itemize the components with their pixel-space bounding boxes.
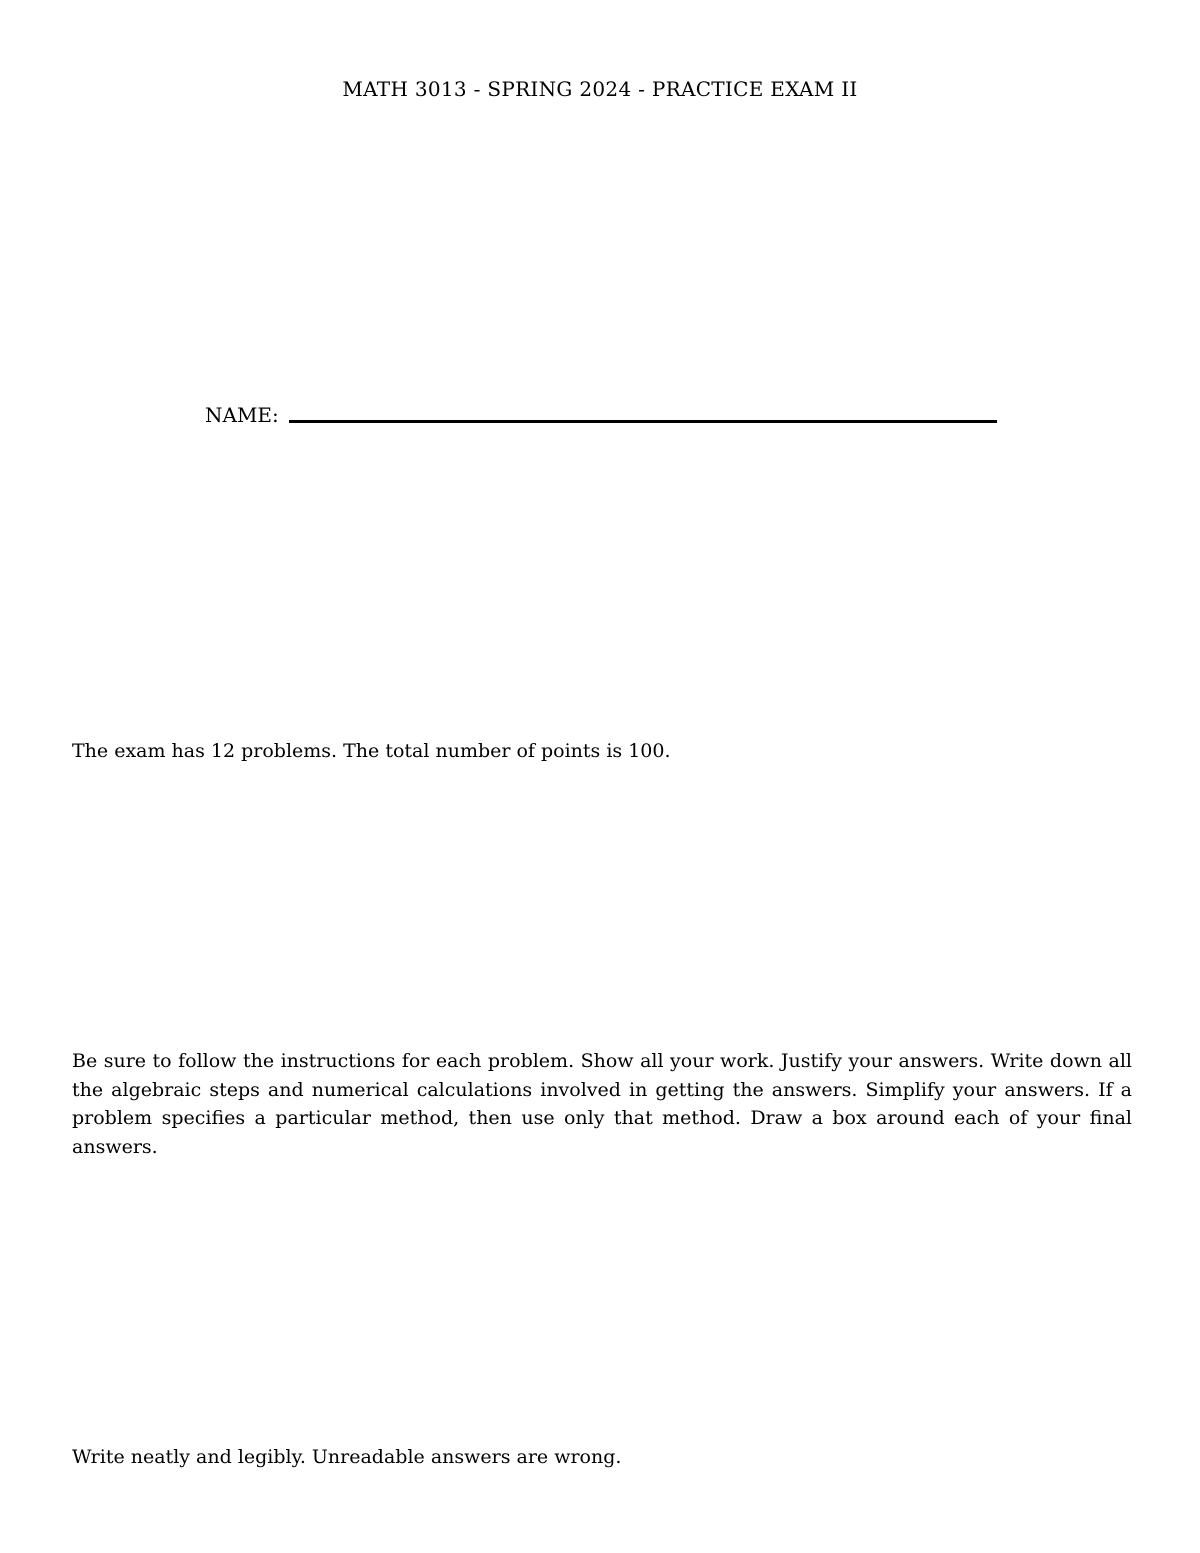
name-field-row bbox=[205, 402, 1005, 430]
legibility-note: Write neatly and legibly. Unreadable answers are wrong. bbox=[72, 1446, 622, 1468]
name-label: NAME: bbox=[205, 403, 279, 427]
exam-title: MATH 3013 - SPRING 2024 - PRACTICE EXAM II bbox=[342, 77, 858, 101]
exam-info-text: The exam has 12 problems. The total number of points is 100. bbox=[72, 740, 671, 762]
instructions-paragraph: Be sure to follow the instructions for each problem. Show all your work. Justify your answers. Write down all the algebraic steps and numerical calculations involved in getting the answers. Simplify your answers. If a problem specifies a particular method, then use only that method. Draw a box around each of your final answers. bbox=[72, 1050, 1132, 1158]
name-blank-line bbox=[289, 420, 997, 423]
